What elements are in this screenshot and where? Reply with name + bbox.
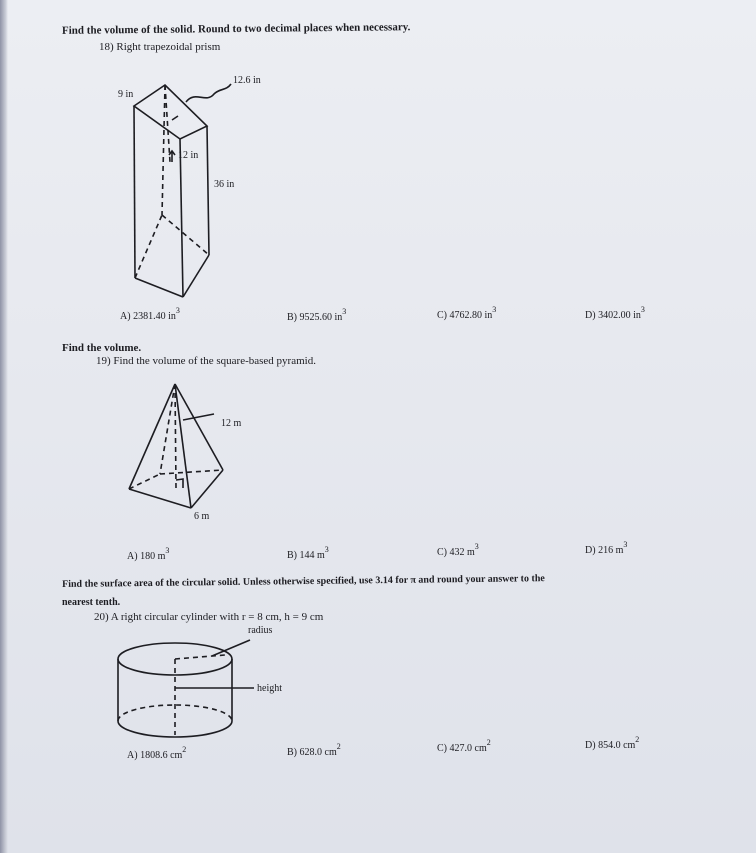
section2-instruction: Find the volume. [62, 342, 142, 354]
choice-19b-letter: B) [287, 550, 297, 561]
choice-20a-value: 1808.6 cm [140, 750, 183, 761]
choice-20c-exp: 2 [486, 738, 491, 747]
choice-18d-letter: D) [585, 310, 596, 321]
label-radius: radius [248, 625, 273, 636]
choice-19d-letter: D) [585, 545, 596, 556]
choice-18a-letter: A) [120, 311, 131, 322]
label-36-in: 36 in [214, 179, 235, 190]
choice-20b[interactable] [287, 743, 341, 758]
choice-20b-value: 628.0 cm [299, 747, 337, 758]
label-12-m: 12 m [221, 418, 242, 429]
choice-20d[interactable] [585, 736, 639, 751]
choice-18c-letter: C) [437, 310, 447, 321]
choice-19c-letter: C) [437, 547, 447, 558]
choice-20d-value: 854.0 cm [598, 740, 636, 751]
choice-20a[interactable] [127, 746, 186, 761]
choice-19c-value: 432 m [449, 547, 475, 558]
choice-18a-value: 2381.40 in [133, 311, 176, 322]
section1-instruction: Find the volume of the solid. Round to two decimal places when necessary. [61, 21, 411, 37]
choice-20a-exp: 2 [182, 745, 187, 754]
label-9-in: 9 in [118, 89, 134, 100]
section3-instruction-line1: Find the surface area of the circular solid. Unless otherwise specified, use 3.14 for π and round your answer to the [61, 573, 545, 590]
choice-18b-letter: B) [287, 312, 297, 323]
choice-18c-exp: 3 [492, 305, 497, 314]
choice-18d-value: 3402.00 in [598, 310, 641, 321]
question-19-title: 19) Find the volume of the square-based pyramid. [96, 355, 316, 367]
choice-20d-letter: D) [585, 740, 596, 751]
question-18-title: 18) Right trapezoidal prism [99, 41, 221, 53]
label-height: height [257, 683, 282, 694]
choice-19a-letter: A) [127, 551, 138, 562]
choice-20c-letter: C) [437, 743, 447, 754]
question-20-title: 20) A right circular cylinder with r = 8 cm, h = 9 cm [94, 611, 324, 623]
choice-19b-exp: 3 [324, 545, 329, 554]
choice-20d-exp: 2 [635, 735, 640, 744]
choice-18a-exp: 3 [175, 306, 180, 315]
choice-20a-letter: A) [127, 750, 138, 761]
section3-instruction-line2: nearest tenth. [62, 597, 121, 608]
choice-20c-value: 427.0 cm [449, 743, 487, 754]
choice-19d-exp: 3 [623, 540, 628, 549]
label-12-6-in: 12.6 in [233, 75, 261, 86]
choice-18b-exp: 3 [342, 307, 347, 316]
choice-19a-value: 180 m [140, 551, 166, 562]
choice-19b-value: 144 m [299, 550, 325, 561]
label-12-in: 12 in [178, 150, 199, 161]
choice-19d-value: 216 m [598, 545, 624, 556]
label-6-m: 6 m [194, 511, 210, 522]
choice-18d-exp: 3 [640, 305, 645, 314]
choice-20c[interactable] [437, 739, 491, 754]
choice-19a-exp: 3 [165, 546, 170, 555]
choice-18b-value: 9525.60 in [299, 312, 343, 323]
choice-20b-exp: 2 [336, 742, 341, 751]
choice-19c-exp: 3 [474, 542, 479, 551]
choice-20b-letter: B) [287, 747, 297, 758]
choice-18c-value: 4762.80 in [449, 310, 493, 321]
